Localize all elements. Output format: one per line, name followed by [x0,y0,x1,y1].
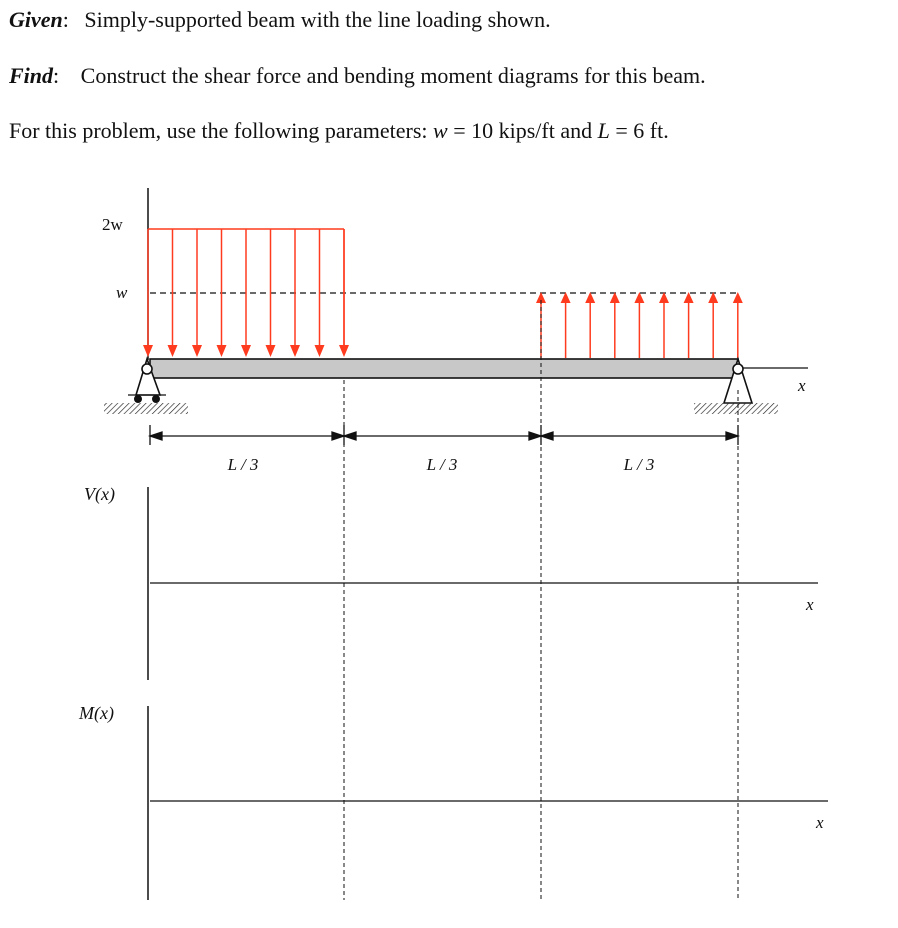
parameters-L-symbol: L [597,118,610,143]
moment-diagram [78,703,828,900]
parameters-L-value: = 6 ft. [609,118,669,143]
up-arrow-head [659,292,669,303]
up-arrow-head [733,292,743,303]
down-arrow-head [143,345,153,357]
load-label-w: w [116,283,128,302]
upward-distributed-load [536,292,743,358]
parameters-prefix: For this problem, use the following parameters: [9,118,434,143]
down-arrow-head [168,345,178,357]
given-statement: Given: Simply-supported beam with the line loading shown. [9,7,551,32]
down-arrow-head [266,345,276,357]
load-label-2w: 2w [102,215,123,234]
down-arrow-head [290,345,300,357]
moment-x-label: x [816,813,824,832]
beam [150,359,738,378]
find-text: Construct the shear force and bending moment diagrams for this beam. [80,63,706,88]
segment-label-2: L / 3 [426,455,458,474]
segment-label-3: L / 3 [623,455,655,474]
parameters-w-value: = 10 kips/ft and [447,118,598,143]
up-arrow-head [561,292,571,303]
down-arrow-head [339,345,349,357]
down-arrow-head [192,345,202,357]
shear-x-label: x [806,595,814,614]
dimension-lines [150,425,738,445]
up-arrow-head [585,292,595,303]
moment-label: M(x) [79,703,114,723]
given-text: Simply-supported beam with the line loading shown. [84,7,551,32]
down-arrow-head [241,345,251,357]
shear-label: V(x) [84,484,115,504]
guide-lines [344,300,738,900]
given-label: Given [9,7,63,32]
find-statement: Find: Construct the shear force and bending moment diagrams for this beam. [9,63,706,88]
up-arrow-head [610,292,620,303]
find-label: Find [9,63,54,88]
shear-diagram [84,484,818,680]
up-arrow-head [684,292,694,303]
up-arrow-head [708,292,718,303]
segment-label-1: L / 3 [227,455,259,474]
beam-x-label: x [798,376,806,395]
down-arrow-head [217,345,227,357]
up-arrows [536,292,743,358]
parameters-w-symbol: w [433,118,448,143]
down-arrow-head [315,345,325,357]
up-arrow-head [634,292,644,303]
